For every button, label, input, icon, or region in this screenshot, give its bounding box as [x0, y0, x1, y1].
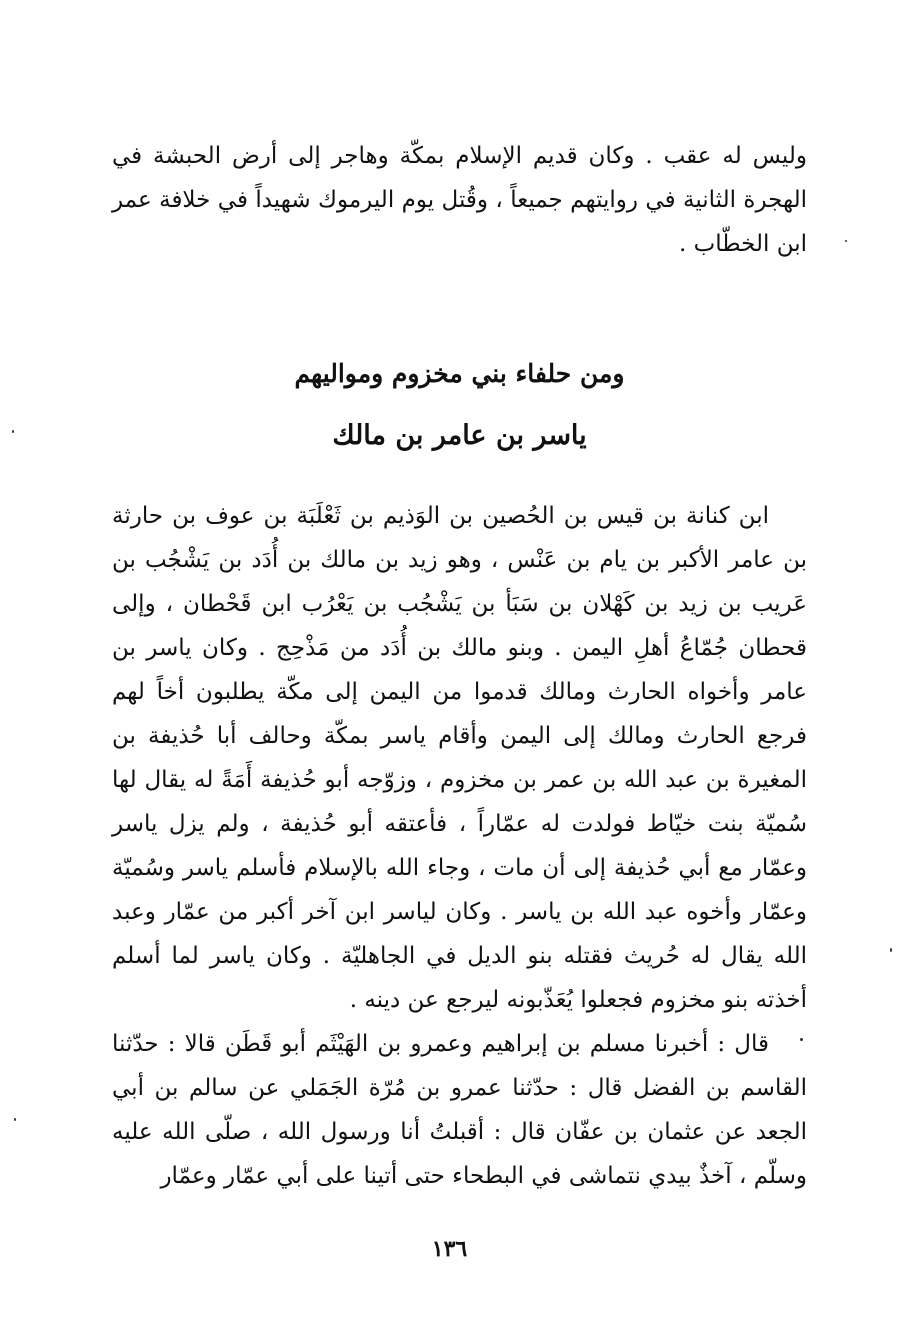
scan-speck: [890, 948, 892, 952]
main-text-block: [112, 494, 807, 1198]
top-text-block: [112, 134, 807, 266]
scan-speck: [14, 1118, 16, 1121]
lineage-paragraph: ابن كنانة بن قيس بن الحُصين بن الوَذيم بن ثَعْلَبَة بن عوف بن حارثة بن عامر الأكبر بن يام بن عَنْس ، وهو زيد بن مالك بن أُدَد بن يَشْجُب بن عَريب بن زيد بن كَهْلان بن سَبَأ بن يَشْجُب بن يَعْرُب ابن قَحْطان ، وإلى قحطان جُمّاعُ أهلِ اليمن . وبنو مالك بن أُدَد من مَذْحِج . وكان ياسر بن عامر وأخواه الحارث ومالك قدموا من اليمن إلى مكّة يطلبون أخاً لهم فرجع الحارث ومالك إلى اليمن وأقام ياسر بمكّة وحالف أبا حُذيفة بن المغيرة بن عبد الله بن عمر بن مخزوم ، وزوّجه أبو حُذيفة أَمَةً له يقال لها سُميّة بنت خيّاط فولدت له عمّاراً ، فأعتقه أبو حُذيفة ، ولم يزل ياسر وعمّار مع أبي حُذيفة إلى أن مات ، وجاء الله بالإسلام فأسلم ياسر وسُميّة وعمّار وأخوه عبد الله بن ياسر . وكان لياسر ابن آخر أكبر من عمّار وعبد الله يقال له حُريث فقتله بنو الديل في الجاهليّة . وكان ياسر لما أسلم أخذته بنو مخزوم فجعلوا يُعَذّبونه ليرجع عن دينه .: [112, 503, 807, 1013]
scan-speck: [845, 240, 847, 242]
scan-speck: [12, 430, 14, 433]
page-number: ١٣٦: [431, 1236, 468, 1262]
scan-speck: [800, 1038, 803, 1041]
section-heading: ومن حلفاء بني مخزوم ومواليهم: [294, 359, 625, 388]
person-heading: ياسر بن عامر بن مالك: [332, 420, 587, 451]
top-paragraph: وليس له عقب . وكان قديم الإسلام بمكّة وهاجر إلى أرض الحبشة في الهجرة الثانية في روايتهم جميعاً ، وقُتل يوم اليرموك شهيداً في خلافة عمر ابن الخطّاب .: [112, 143, 807, 257]
hadith-paragraph: قال : أخبرنا مسلم بن إبراهيم وعمرو بن الهَيْثَم أبو قَطَن قالا : حدّثنا القاسم بن الفضل قال : حدّثنا عمرو بن مُرّة الجَمَلي عن سالم بن أبي الجعد عن عثمان بن عفّان قال : أقبلتُ أنا ورسول الله ، صلّى الله عليه وسلّم ، آخذٌ بيدي نتماشى في البطحاء حتى أتينا على أبي عمّار وعمّار: [112, 1031, 807, 1189]
